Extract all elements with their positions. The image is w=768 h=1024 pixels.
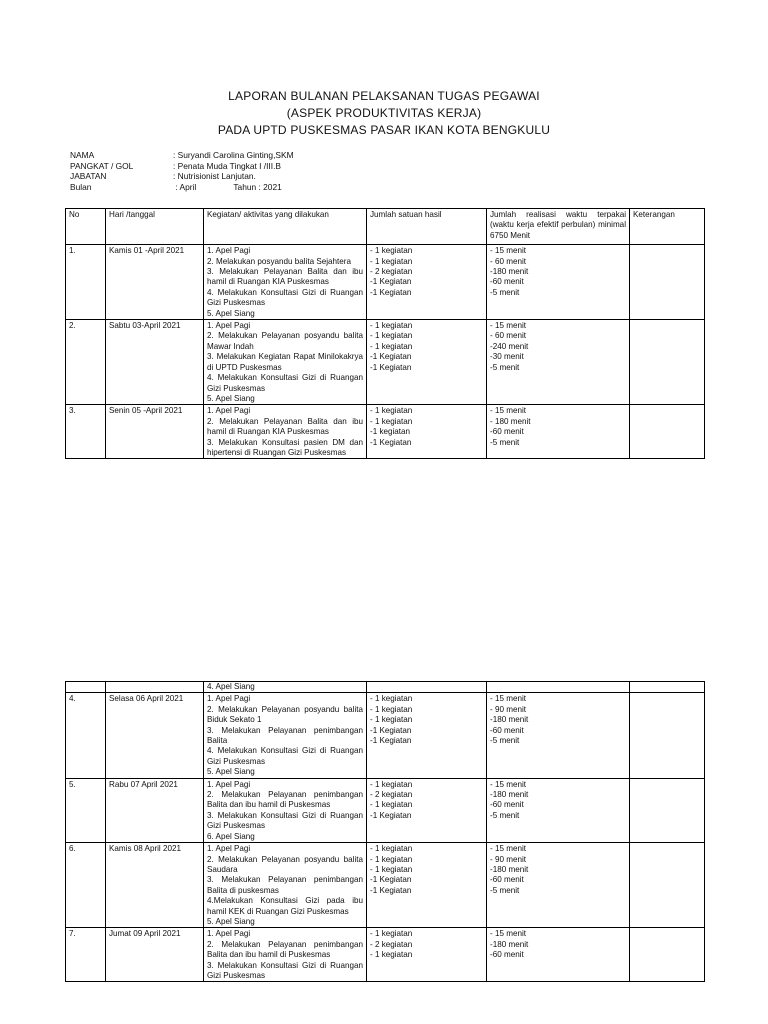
row-number: 5. (66, 778, 106, 842)
activity-item: 1. Apel Pagi (207, 844, 251, 854)
result-item: -1 Kegiatan (370, 875, 412, 885)
col-header-time: Jumlah realisasi waktu terpakai (waktu kerja efektif perbulan) minimal 6750 Menit (487, 209, 630, 245)
time-item: -5 menit (490, 437, 520, 447)
row-results (367, 843, 487, 928)
pangkat-value: : Penata Muda Tingkat I /III.B (173, 160, 282, 171)
result-item: - 2 kegiatan (370, 939, 413, 949)
nama-label: NAMA (70, 150, 95, 160)
result-item: - 1 kegiatan (370, 694, 413, 704)
activity-item: 1. Apel Pagi (207, 779, 251, 789)
table-row (66, 245, 705, 320)
row-times (487, 693, 630, 778)
row-note (630, 245, 705, 320)
activity-item: 2. Melakukan Pelayanan penimbangan Balita dan ibu hamil di Puskesmas (207, 790, 363, 810)
row-activities (204, 320, 367, 405)
result-item: - 1 kegiatan (370, 929, 413, 939)
result-item: - 1 kegiatan (370, 406, 413, 416)
time-item: -60 menit (490, 950, 524, 960)
row-results (367, 778, 487, 842)
result-item: -1 Kegiatan (370, 810, 412, 820)
row-note (630, 682, 705, 693)
result-item: - 1 kegiatan (370, 246, 413, 256)
row-results (367, 405, 487, 459)
result-item: - 1 kegiatan (370, 950, 413, 960)
col-header-note: Keterangan (630, 209, 705, 245)
activity-item: 5. Apel Siang (207, 308, 255, 318)
col-header-result: Jumlah satuan hasil (367, 209, 487, 245)
time-item: -180 menit (490, 864, 529, 874)
row-results (367, 245, 487, 320)
activity-item: 3. Melakukan Kegiatan Rapat Minilokakrya di UPTD Puskesmas (207, 352, 363, 372)
time-item: -60 menit (490, 875, 524, 885)
activity-item: 4. Melakukan Konsultasi Gizi di Ruangan Gizi Puskesmas (207, 746, 363, 766)
row-note (630, 405, 705, 459)
activity-item: 3. Melakukan Pelayanan Balita dan ibu hamil di Ruangan KIA Puskesmas (207, 267, 363, 287)
table-row (66, 320, 705, 405)
activity-item: 1. Apel Pagi (207, 694, 251, 704)
row-number: 6. (66, 843, 106, 928)
activity-item: 3. Melakukan Konsultasi Gizi di Ruangan Gizi Puskesmas (207, 960, 363, 980)
row-note (630, 778, 705, 842)
activity-item: 2. Melakukan Pelayanan penimbangan Balita dan ibu hamil di Puskesmas (207, 939, 363, 960)
title-line-2: (ASPEK PRODUKTIVITAS KERJA) (286, 106, 482, 120)
result-item: - 1 kegiatan (370, 341, 413, 351)
time-item: - 15 menit (490, 779, 526, 789)
jabatan-value: : Nutrisionist Lanjutan. (173, 171, 256, 181)
pangkat-label: PANGKAT / GOL (70, 160, 134, 171)
activity-item: 1. Apel Pagi (207, 321, 251, 331)
time-item: -5 menit (490, 885, 520, 895)
activity-table-2 (65, 681, 705, 982)
info-row-jabatan (70, 171, 294, 182)
time-item: -5 menit (490, 810, 520, 820)
time-item: - 15 menit (490, 844, 526, 854)
result-item: -1 Kegiatan (370, 725, 412, 735)
row-results (367, 928, 487, 982)
result-item: - 1 kegiatan (370, 331, 413, 341)
time-item: -30 menit (490, 352, 524, 362)
time-item: -5 menit (490, 736, 520, 746)
time-item: - 90 menit (490, 854, 526, 864)
row-date: Sabtu 03-April 2021 (106, 320, 204, 405)
activity-item: 2. Melakukan Pelayanan posyandu balita Biduk Sekato 1 (207, 704, 363, 725)
result-item: - 2 kegiatan (370, 790, 413, 800)
activity-item: 3. Melakukan Konsultasi pasien DM dan hipertensi di Ruangan Gizi Puskesmas (207, 437, 363, 457)
row-results (367, 693, 487, 778)
result-item: - 1 kegiatan (370, 779, 413, 789)
activity-item: 2. Melakukan Pelayanan posyandu balita Mawar Indah (207, 331, 363, 351)
row-note (630, 320, 705, 405)
activity-item: 2. Melakukan posyandu balita Sejahtera (207, 256, 351, 266)
activity-item: 2. Melakukan Pelayanan posyandu balita Saudara (207, 854, 363, 874)
row-times (487, 245, 630, 320)
time-item: -60 menit (490, 800, 524, 810)
activity-item: 5. Apel Siang (207, 767, 255, 777)
jabatan-label: JABATAN (70, 171, 107, 181)
row-activities (204, 245, 367, 320)
result-item: - 1 kegiatan (370, 800, 413, 810)
report-title (0, 88, 768, 139)
row-number: 3. (66, 405, 106, 459)
time-item: - 15 menit (490, 694, 526, 704)
row-note (630, 843, 705, 928)
bulan-label: Bulan (70, 181, 92, 192)
table-row (66, 682, 705, 693)
activity-item: 4. Melakukan Konsultasi Gizi di Ruangan Gizi Puskesmas (207, 373, 363, 393)
table-row (66, 778, 705, 842)
result-item: - 1 kegiatan (370, 321, 413, 331)
row-times (487, 928, 630, 982)
row-number (66, 682, 106, 693)
result-item: -1 Kegiatan (370, 736, 412, 746)
result-item: -1 kegiatan (370, 427, 411, 437)
time-item: -180 menit (490, 790, 529, 800)
result-item: - 1 kegiatan (370, 715, 413, 725)
time-item: - 60 menit (490, 331, 526, 341)
result-item: - 1 kegiatan (370, 864, 413, 874)
result-item: - 2 kegiatan (370, 267, 413, 277)
row-date: Jumat 09 April 2021 (106, 928, 204, 982)
row-results (367, 682, 487, 693)
activity-item: 4.Melakukan Konsultasi Gizi pada ibu hamil KEK di Ruangan Gizi Puskesmas (207, 896, 363, 916)
time-item: - 15 menit (490, 246, 526, 256)
activity-item: 4. Melakukan Konsultasi Gizi di Ruangan Gizi Puskesmas (207, 287, 363, 308)
row-note (630, 693, 705, 778)
row-activities (204, 778, 367, 842)
time-item: -5 menit (490, 287, 520, 297)
time-item: -5 menit (490, 362, 520, 372)
time-item: -60 menit (490, 277, 524, 287)
row-activities: 4. Apel Siang (204, 682, 367, 693)
row-date: Kamis 01 -April 2021 (106, 245, 204, 320)
col-header-no: No (66, 209, 106, 245)
activity-table-1 (65, 208, 705, 459)
table-row (66, 693, 705, 778)
info-row-bulan (70, 182, 294, 193)
time-item: -180 menit (490, 939, 529, 949)
result-item: -1 Kegiatan (370, 885, 412, 895)
result-item: -1 Kegiatan (370, 437, 412, 447)
time-item: - 90 menit (490, 704, 526, 714)
row-times (487, 320, 630, 405)
row-date: Senin 05 -April 2021 (106, 405, 204, 459)
result-item: - 1 kegiatan (370, 704, 413, 714)
row-note (630, 928, 705, 982)
row-activities (204, 405, 367, 459)
row-date: Rabu 07 April 2021 (106, 778, 204, 842)
result-item: - 1 kegiatan (370, 854, 413, 864)
result-item: -1 Kegiatan (370, 352, 412, 362)
bulan-value: : April Tahun : 2021 (173, 181, 282, 192)
time-item: - 15 menit (490, 321, 526, 331)
result-item: - 1 kegiatan (370, 256, 413, 266)
result-item: -1 Kegiatan (370, 287, 412, 297)
time-item: -180 menit (490, 715, 529, 725)
activity-item: 1. Apel Pagi (207, 406, 251, 416)
row-activities (204, 928, 367, 982)
col-header-activity: Kegiatan/ aktivitas yang dilakukan (204, 209, 367, 245)
activity-item: 2. Melakukan Pelayanan Balita dan ibu hamil di Ruangan KIA Puskesmas (207, 416, 363, 437)
time-item: - 180 menit (490, 416, 531, 426)
row-times (487, 778, 630, 842)
activity-item: 1. Apel Pagi (207, 929, 251, 939)
row-results (367, 320, 487, 405)
row-number: 7. (66, 928, 106, 982)
table-row (66, 405, 705, 459)
row-number: 2. (66, 320, 106, 405)
row-activities (204, 693, 367, 778)
time-item: -180 menit (490, 267, 529, 277)
table-row (66, 928, 705, 982)
activity-item: 5. Apel Siang (207, 916, 255, 926)
row-date: Kamis 08 April 2021 (106, 843, 204, 928)
time-item: - 15 menit (490, 929, 526, 939)
result-item: -1 Kegiatan (370, 362, 412, 372)
time-item: - 60 menit (490, 256, 526, 266)
table-row (66, 843, 705, 928)
time-item: -60 menit (490, 725, 524, 735)
activity-item: 3. Melakukan Pelayanan penimbangan Balita (207, 725, 363, 746)
row-date (106, 682, 204, 693)
row-times (487, 682, 630, 693)
col-header-date: Hari /tanggal (106, 209, 204, 245)
activity-item: 6. Apel Siang (207, 831, 255, 841)
time-item: -60 menit (490, 427, 524, 437)
info-row-pangkat (70, 161, 294, 172)
table-header-row (66, 209, 705, 245)
time-item: - 15 menit (490, 406, 526, 416)
row-activities (204, 843, 367, 928)
result-item: -1 Kegiatan (370, 277, 412, 287)
row-times (487, 843, 630, 928)
result-item: - 1 kegiatan (370, 416, 413, 426)
result-item: - 1 kegiatan (370, 844, 413, 854)
info-row-nama (70, 150, 294, 161)
activity-item: 3. Melakukan Pelayanan penimbangan Balita di puskesmas (207, 875, 363, 895)
activity-item: 3. Melakukan Konsultasi Gizi di Ruangan Gizi Puskesmas (207, 810, 363, 831)
title-line-1: LAPORAN BULANAN PELAKSANAN TUGAS PEGAWAI (228, 89, 540, 103)
time-item: -240 menit (490, 341, 529, 351)
employee-info (70, 150, 294, 192)
activity-item: 5. Apel Siang (207, 393, 255, 403)
activity-item: 1. Apel Pagi (207, 246, 251, 256)
nama-value: : Suryandi Carolina Ginting,SKM (173, 150, 294, 160)
title-line-3: PADA UPTD PUSKESMAS PASAR IKAN KOTA BENGKULU (217, 123, 551, 137)
row-number: 4. (66, 693, 106, 778)
row-number: 1. (66, 245, 106, 320)
row-times (487, 405, 630, 459)
row-date: Selasa 06 April 2021 (106, 693, 204, 778)
